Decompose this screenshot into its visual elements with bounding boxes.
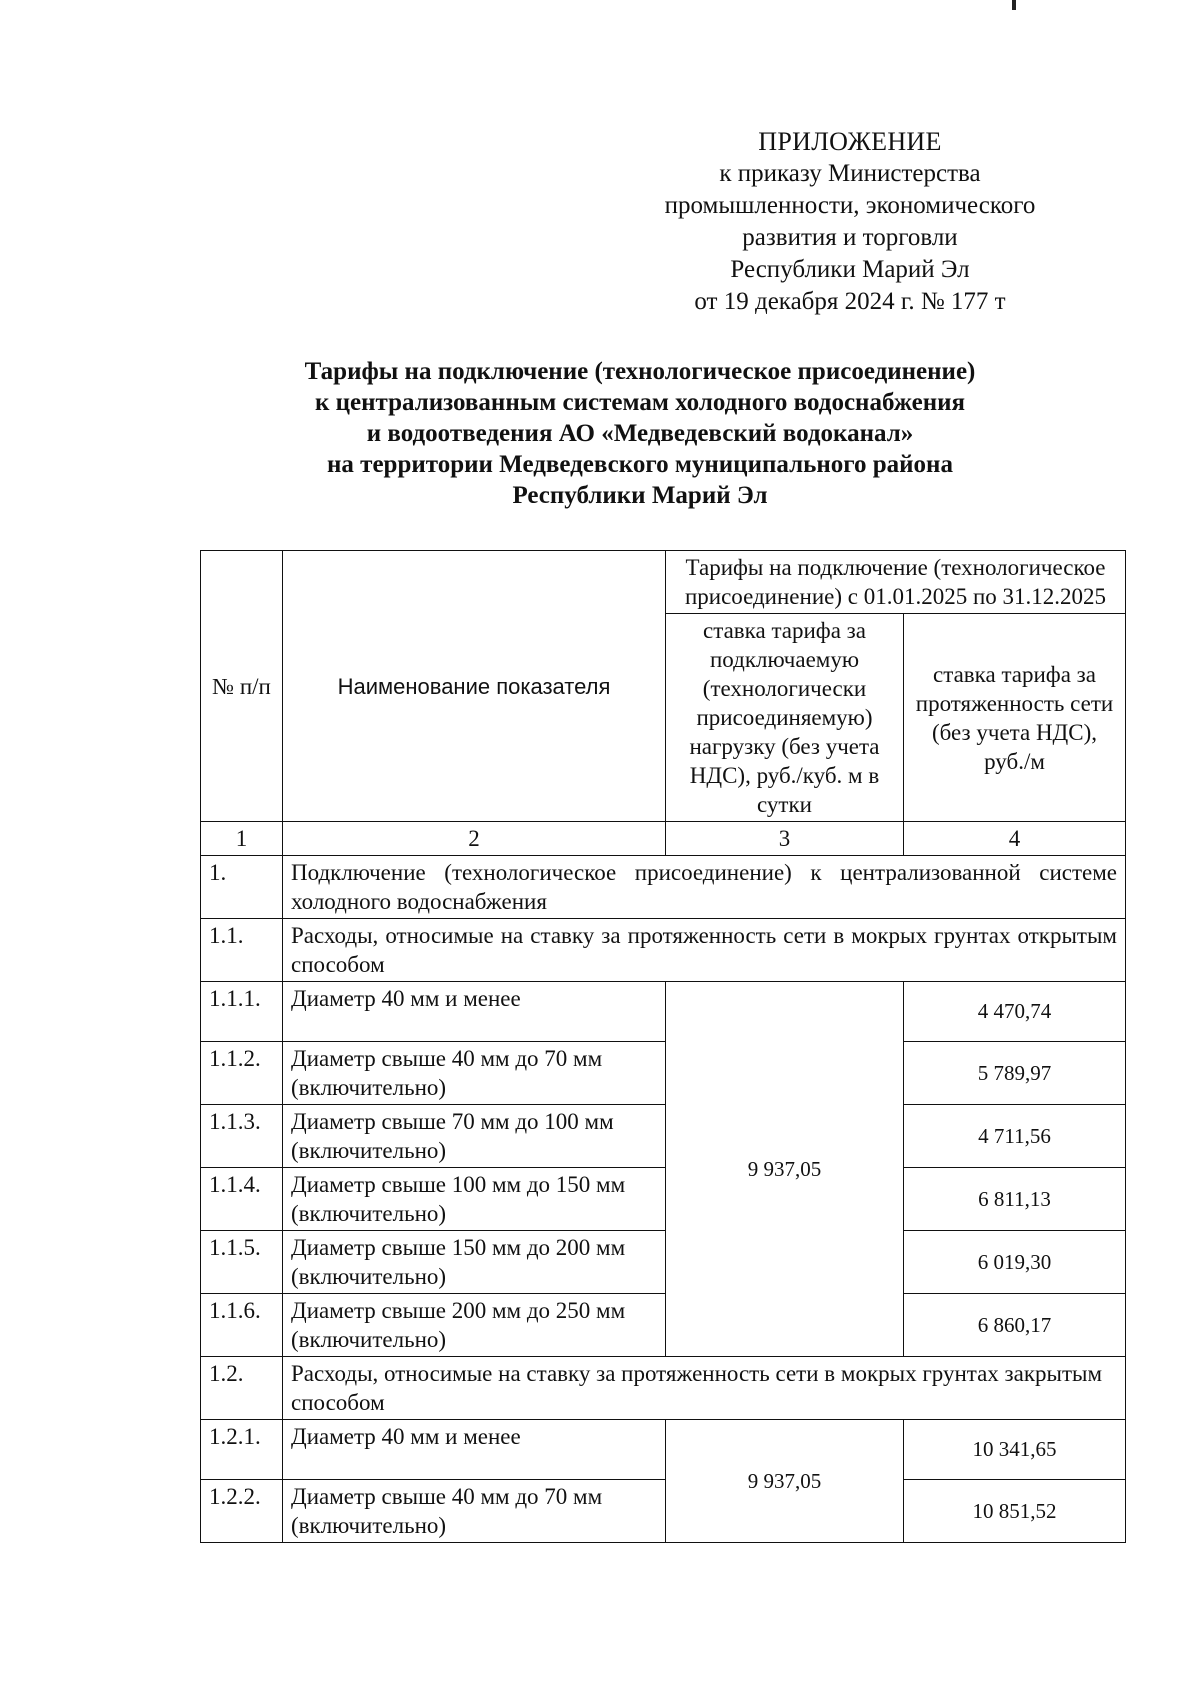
table-row — [201, 1231, 1126, 1294]
title-line: на территории Медведевского муниципального района — [327, 451, 953, 478]
row-num: 1.1.2. — [201, 1042, 283, 1105]
row-name: Диаметр свыше 70 мм до 100 мм (включительно) — [283, 1105, 666, 1168]
section-row — [201, 856, 1126, 919]
table-row — [201, 1480, 1126, 1543]
group-row — [201, 919, 1126, 982]
table-row — [201, 1294, 1126, 1357]
table-row — [201, 1105, 1126, 1168]
group-text: Расходы, относимые на ставку за протяженность сети в мокрых грунтах закрытым способом — [283, 1357, 1126, 1420]
column-number: 2 — [283, 822, 666, 856]
length-rate-value: 6 860,17 — [904, 1294, 1126, 1357]
table-row — [201, 982, 1126, 1042]
row-num: 1.2.1. — [201, 1420, 283, 1480]
row-name: Диаметр свыше 40 мм до 70 мм (включительно) — [283, 1042, 666, 1105]
column-number: 3 — [666, 822, 904, 856]
length-rate-value: 10 851,52 — [904, 1480, 1126, 1543]
length-rate-value: 10 341,65 — [904, 1420, 1126, 1480]
appendix-line: к приказу Министерства — [719, 160, 981, 187]
group-num: 1.1. — [201, 919, 283, 982]
length-rate-value: 4 711,56 — [904, 1105, 1126, 1168]
row-name: Диаметр 40 мм и менее — [283, 982, 666, 1042]
appendix-date-line: от 19 декабря 2024 г. № 177 т — [694, 288, 1006, 315]
table-row — [201, 1042, 1126, 1105]
row-name: Диаметр 40 мм и менее — [283, 1420, 666, 1480]
appendix-line: развития и торговли — [742, 224, 958, 251]
length-rate-value: 5 789,97 — [904, 1042, 1126, 1105]
length-rate-value: 6 019,30 — [904, 1231, 1126, 1294]
column-number: 1 — [201, 822, 283, 856]
table-row — [201, 1420, 1126, 1480]
scan-mark — [1012, 0, 1016, 10]
appendix-block — [600, 126, 1100, 318]
header-load-rate: ставка тарифа за подключаемую (технологически присоединяемую) нагрузку (без учета НДС), руб./куб. м в сутки — [666, 614, 904, 822]
header-length-rate: ставка тарифа за протяженность сети (без учета НДС), руб./м — [904, 614, 1126, 822]
row-num: 1.1.4. — [201, 1168, 283, 1231]
header-num: № п/п — [201, 551, 283, 822]
row-name: Диаметр свыше 40 мм до 70 мм (включительно) — [283, 1480, 666, 1543]
row-name: Диаметр свыше 200 мм до 250 мм (включительно) — [283, 1294, 666, 1357]
group-text: Расходы, относимые на ставку за протяженность сети в мокрых грунтах открытым способом — [283, 919, 1126, 982]
row-name: Диаметр свыше 150 мм до 200 мм (включительно) — [283, 1231, 666, 1294]
row-num: 1.2.2. — [201, 1480, 283, 1543]
table-row — [201, 1168, 1126, 1231]
title-line: и водоотведения АО «Медведевский водоканал» — [366, 420, 914, 447]
column-number: 4 — [904, 822, 1126, 856]
row-num: 1.1.5. — [201, 1231, 283, 1294]
row-num: 1.1.3. — [201, 1105, 283, 1168]
appendix-line: Республики Марий Эл — [730, 256, 970, 283]
title-line: Тарифы на подключение (технологическое присоединение) — [304, 358, 976, 385]
load-rate-value: 9 937,05 — [666, 982, 904, 1357]
section-text: Подключение (технологическое присоединение) к централизованной системе холодного водоснабжения — [283, 856, 1126, 919]
group-num: 1.2. — [201, 1357, 283, 1420]
row-num: 1.1.6. — [201, 1294, 283, 1357]
row-name: Диаметр свыше 100 мм до 150 мм (включительно) — [283, 1168, 666, 1231]
tariff-table — [200, 550, 1126, 1543]
group-row — [201, 1357, 1126, 1420]
header-tariff-group: Тарифы на подключение (технологическое присоединение) с 01.01.2025 по 31.12.2025 — [666, 551, 1126, 614]
appendix-title: ПРИЛОЖЕНИЕ — [758, 127, 942, 156]
section-num: 1. — [201, 856, 283, 919]
header-row — [201, 551, 1126, 614]
column-numbers-row — [201, 822, 1126, 856]
row-num: 1.1.1. — [201, 982, 283, 1042]
load-rate-value: 9 937,05 — [666, 1420, 904, 1543]
length-rate-value: 4 470,74 — [904, 982, 1126, 1042]
document-title — [180, 356, 1100, 511]
length-rate-value: 6 811,13 — [904, 1168, 1126, 1231]
appendix-line: промышленности, экономического — [664, 192, 1036, 219]
title-line: к централизованным системам холодного водоснабжения — [314, 389, 966, 416]
title-line: Республики Марий Эл — [512, 482, 768, 509]
header-name: Наименование показателя — [283, 551, 666, 822]
